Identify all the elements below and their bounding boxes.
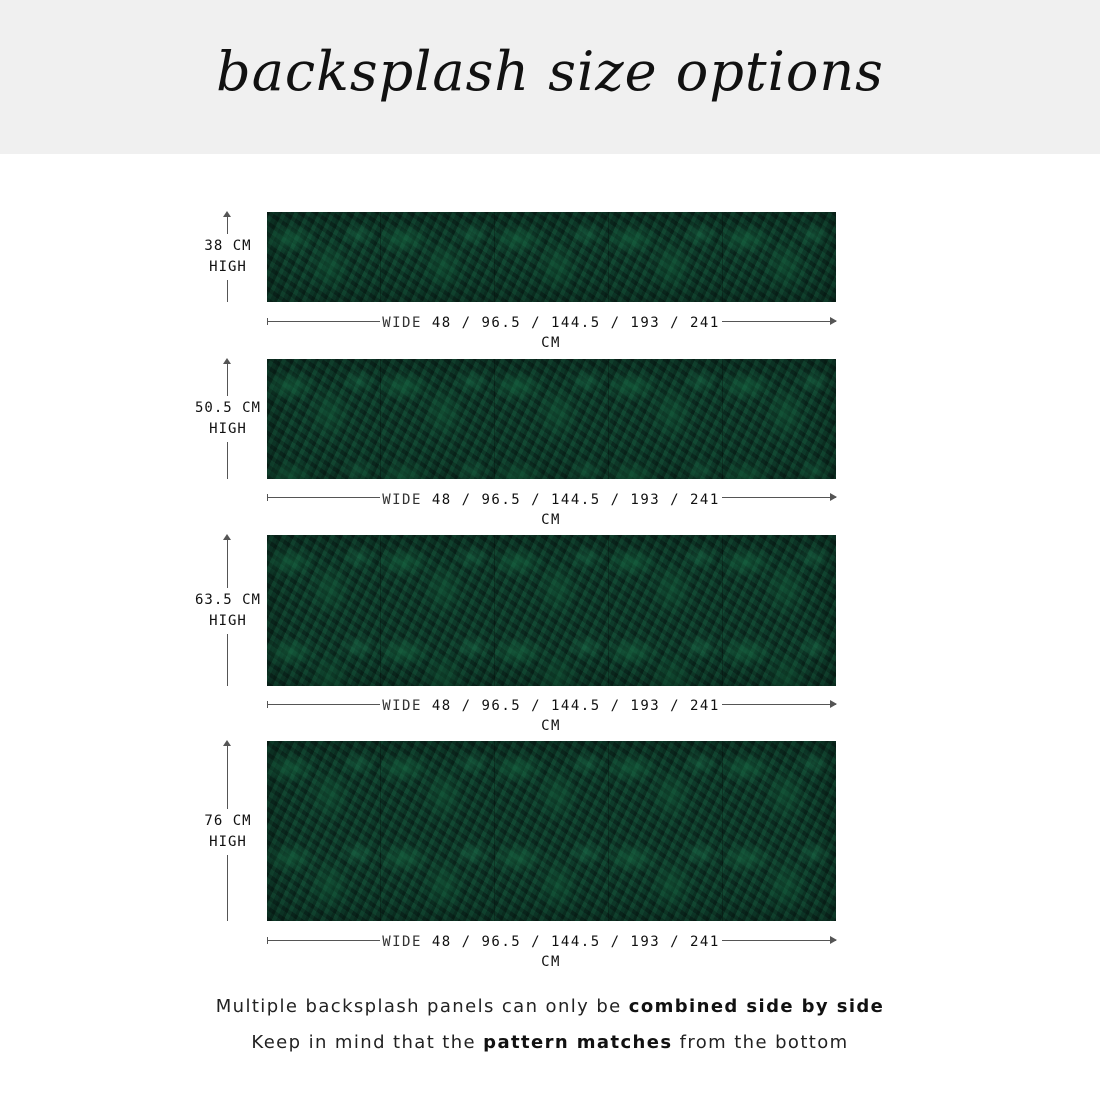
width-label <box>380 313 722 353</box>
note-pattern <box>0 1030 1100 1056</box>
height-word: HIGH <box>209 834 247 850</box>
height-label <box>190 588 266 634</box>
wide-word: WIDE <box>382 934 422 950</box>
height-word: HIGH <box>209 613 247 629</box>
wide-word: WIDE <box>382 492 422 508</box>
height-label <box>190 396 266 442</box>
height-value: 63.5 CM <box>194 592 261 608</box>
width-values: 48 / 96.5 / 144.5 / 193 / 241 CM <box>431 492 720 528</box>
wide-word: WIDE <box>382 698 422 714</box>
header-banner <box>0 0 1100 154</box>
height-label <box>190 809 266 855</box>
backsplash-panel <box>267 535 836 686</box>
backsplash-panel <box>267 359 836 479</box>
note-pattern-bold: pattern matches <box>483 1032 673 1053</box>
note-pattern-suffix: from the bottom <box>679 1032 849 1053</box>
note-pattern-text: Keep in mind that the <box>251 1032 477 1053</box>
width-label <box>380 696 722 736</box>
backsplash-panel <box>267 212 836 302</box>
note-combine-text: Multiple backsplash panels can only be <box>215 996 622 1017</box>
width-values: 48 / 96.5 / 144.5 / 193 / 241 CM <box>431 698 720 734</box>
note-combine-bold: combined side by side <box>628 996 885 1017</box>
height-word: HIGH <box>209 259 247 275</box>
page-title: backsplash size options <box>216 40 884 103</box>
backsplash-panel <box>267 741 836 921</box>
height-word: HIGH <box>209 421 247 437</box>
arrow-right-icon <box>830 493 837 501</box>
width-values: 48 / 96.5 / 144.5 / 193 / 241 CM <box>431 934 720 970</box>
height-value: 76 CM <box>204 813 252 829</box>
note-combine <box>0 994 1100 1020</box>
width-values: 48 / 96.5 / 144.5 / 193 / 241 CM <box>431 315 720 351</box>
height-value: 38 CM <box>204 238 252 254</box>
arrow-right-icon <box>830 700 837 708</box>
height-label <box>190 234 266 280</box>
height-value: 50.5 CM <box>194 400 261 416</box>
width-label <box>380 932 722 972</box>
arrow-right-icon <box>830 936 837 944</box>
width-label <box>380 490 722 530</box>
wide-word: WIDE <box>382 315 422 331</box>
arrow-right-icon <box>830 317 837 325</box>
